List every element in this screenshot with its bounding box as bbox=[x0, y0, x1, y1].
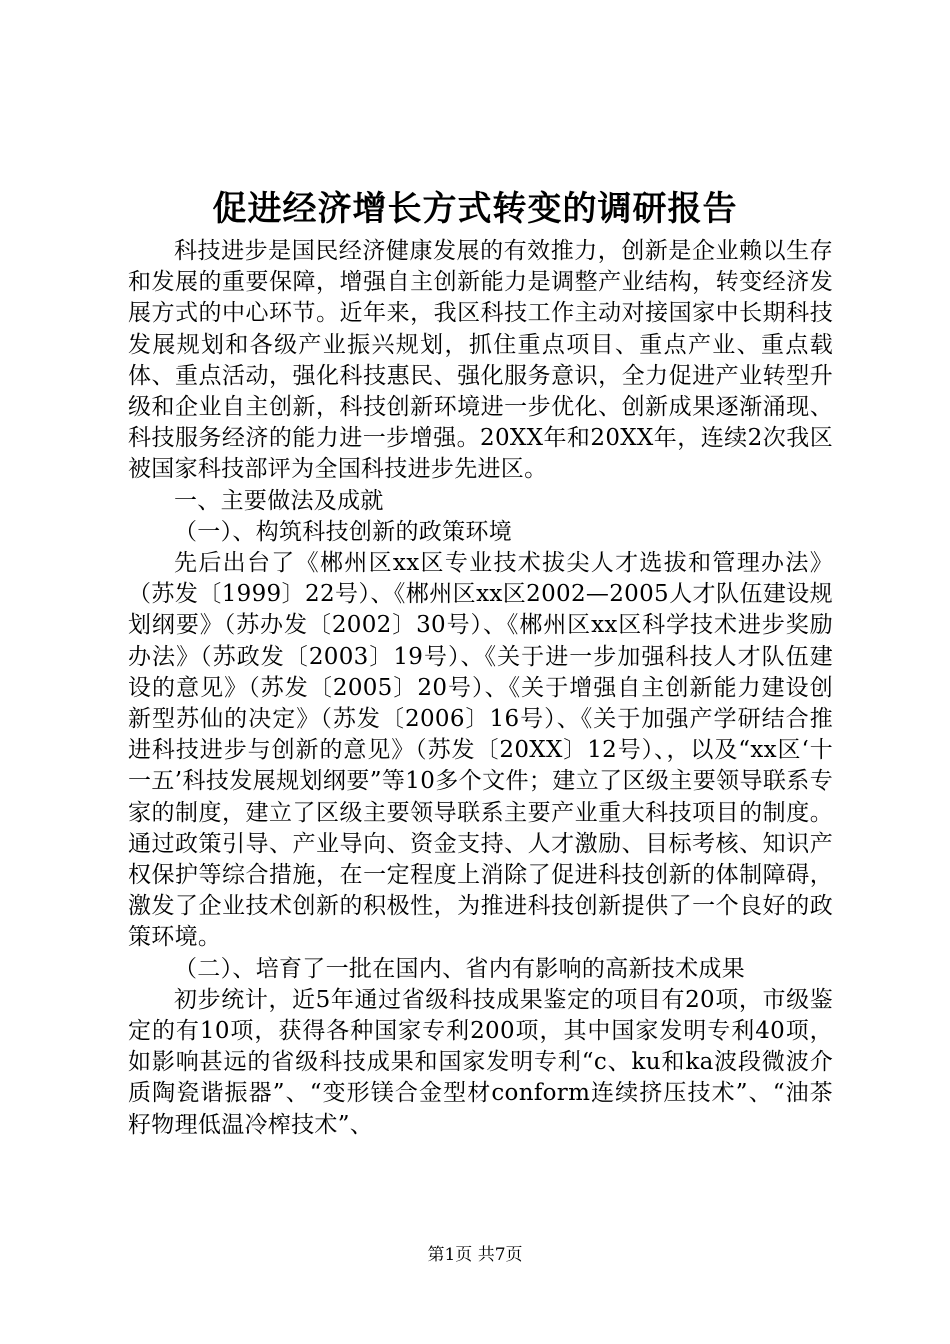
subsection-heading-policy-environment: （一）、构筑科技创新的政策环境 bbox=[174, 518, 512, 545]
document-title: 促进经济增长方式转变的调研报告 bbox=[212, 189, 738, 229]
intro-paragraph: 科技进步是国民经济健康发展的有效推力，创新是企业赖以生存和发展的重要保障，增强自主创新能力是调整产业结构，转变经济发展方式的中心环节。近年来，我区科技工作主动对接国家中长期科技发展规划和各级产业振兴规划，抓住重点项目、重点产业、重点载体、重点活动，强化科技惠民、强化服务意识，全力促进产业转型升级和企业自主创新，科技创新环境进一步优化、创新成果逐渐涌现、科技服务经济的能力进一步增强。20XX年和20XX年，连续2次我区被国家科技部评为全国科技进步先进区。 bbox=[128, 238, 833, 483]
achievements-paragraph: 初步统计，近5年通过省级科技成果鉴定的项目有20项，市级鉴定的有10项，获得各种国家专利200项，其中国家发明专利40项，如影响甚远的省级科技成果和国家发明专利“c、ku和ka波段微波介质陶瓷谐振器”、“变形镁合金型材conform连续挤压技术”、“油茶籽物理低温冷榨技术”、 bbox=[128, 986, 833, 1138]
policy-paragraph: 先后出台了《郴州区xx区专业技术拔尖人才选拔和管理办法》（苏发〔1999〕22号）、《郴州区xx区2002—2005人才队伍建设规划纲要》（苏办发〔2002〕30号）、《郴州区xx区科学技术进步奖励办法》（苏政发〔2003〕19号）、《关于进一步加强科技人才队伍建设的意见》（苏发〔2005〕20号）、《关于增强自主创新能力建设创新型苏仙的决定》（苏发〔2006〕16号）、《关于加强产学研结合推进科技进步与创新的意见》（苏发〔20XX〕12号）、，以及“xx区‘十一五’科技发展规划纲要”等10多个文件；建立了区级主要领导联系专家的制度，建立了区级主要领导联系主要产业重大科技项目的制度。通过政策引导、产业导向、资金支持、人才激励、目标考核、知识产权保护等综合措施，在一定程度上消除了促进科技创新的体制障碍，激发了企业技术创新的积极性，为推进科技创新提供了一个良好的政策环境。 bbox=[128, 550, 833, 951]
page-number-footer: 第1页 共7页 bbox=[427, 1245, 523, 1265]
document-body bbox=[128, 236, 833, 1141]
subsection-heading-tech-achievements: （二）、培育了一批在国内、省内有影响的高新技术成果 bbox=[174, 955, 745, 982]
section-heading-main-achievements: 一、主要做法及成就 bbox=[174, 487, 384, 514]
